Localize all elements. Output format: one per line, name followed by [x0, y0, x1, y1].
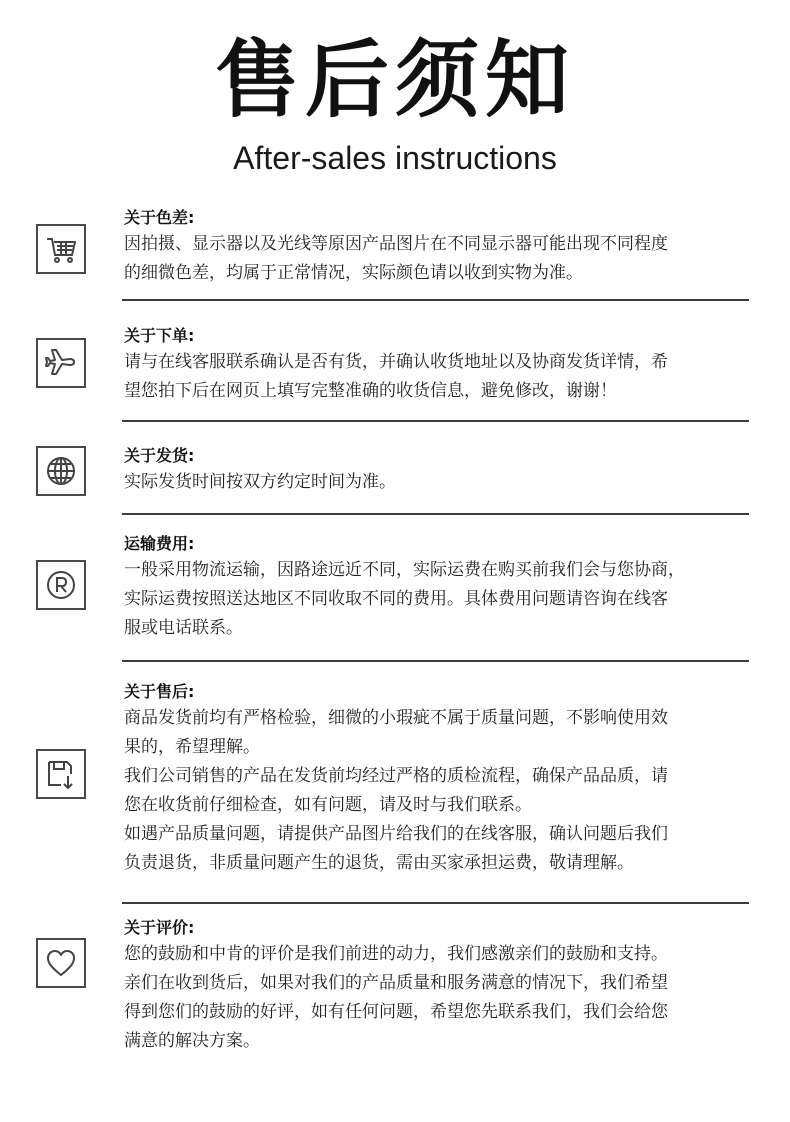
section-text-line: 一般采用物流运输，因路途远近不同，实际运费在购买前我们会与您协商，	[124, 560, 685, 580]
section-heading: 关于发货:	[124, 446, 195, 465]
globe-icon	[36, 446, 86, 496]
heart-icon	[36, 938, 86, 988]
section-heading: 关于评价:	[124, 918, 195, 937]
section-heading: 运输费用:	[124, 534, 195, 553]
section-text-line: 果的，希望理解。	[124, 737, 260, 757]
section-text-line: 请与在线客服联系确认是否有货，并确认收货地址以及协商发货详情，希	[124, 352, 668, 372]
section-text-line: 望您拍下后在网页上填写完整准确的收货信息，避免修改，谢谢！	[124, 381, 617, 401]
section-text-line: 如遇产品质量问题，请提供产品图片给我们的在线客服，确认问题后我们	[124, 824, 668, 844]
section-text-line: 实际发货时间按双方约定时间为准。	[124, 472, 396, 492]
airplane-icon	[36, 338, 86, 388]
section-text-line: 负责退货，非质量问题产生的退货，需由买家承担运费，敬请理解。	[124, 853, 634, 873]
page-title: 售后须知	[214, 31, 575, 129]
divider	[122, 513, 749, 515]
section-text-line: 我们公司销售的产品在发货前均经过严格的质检流程，确保产品品质，请	[124, 766, 668, 786]
section-text-line: 您在收货前仔细检查，如有问题，请及时与我们联系。	[124, 795, 532, 815]
section-heading: 关于售后:	[124, 682, 195, 701]
divider	[122, 902, 749, 904]
section-text-line: 服或电话联系。	[124, 618, 243, 638]
section-text-line: 商品发货前均有严格检验，细微的小瑕疵不属于质量问题，不影响使用效	[124, 708, 668, 728]
section-text-line: 您的鼓励和中肯的评价是我们前进的动力，我们感激亲们的鼓励和支持。	[124, 944, 668, 964]
page-subtitle: After-sales instructions	[233, 140, 557, 176]
divider	[122, 299, 749, 301]
section-text-line: 因拍摄、显示器以及光线等原因产品图片在不同显示器可能出现不同程度	[124, 234, 668, 254]
section-text-line: 亲们在收到货后，如果对我们的产品质量和服务满意的情况下，我们希望	[124, 973, 668, 993]
section-text-line: 得到您们的鼓励的好评，如有任何问题，希望您先联系我们，我们会给您	[124, 1002, 668, 1022]
section-heading: 关于下单:	[124, 326, 195, 345]
section-heading: 关于色差:	[124, 208, 195, 227]
save-download-icon	[36, 749, 86, 799]
divider	[122, 420, 749, 422]
registered-icon	[36, 560, 86, 610]
section-text-line: 实际运费按照送达地区不同收取不同的费用。具体费用问题请咨询在线客	[124, 589, 668, 609]
section-text-line: 的细微色差，均属于正常情况，实际颜色请以收到实物为准。	[124, 263, 583, 283]
shopping-cart-icon	[36, 224, 86, 274]
section-text-line: 满意的解决方案。	[124, 1031, 260, 1051]
divider	[122, 660, 749, 662]
